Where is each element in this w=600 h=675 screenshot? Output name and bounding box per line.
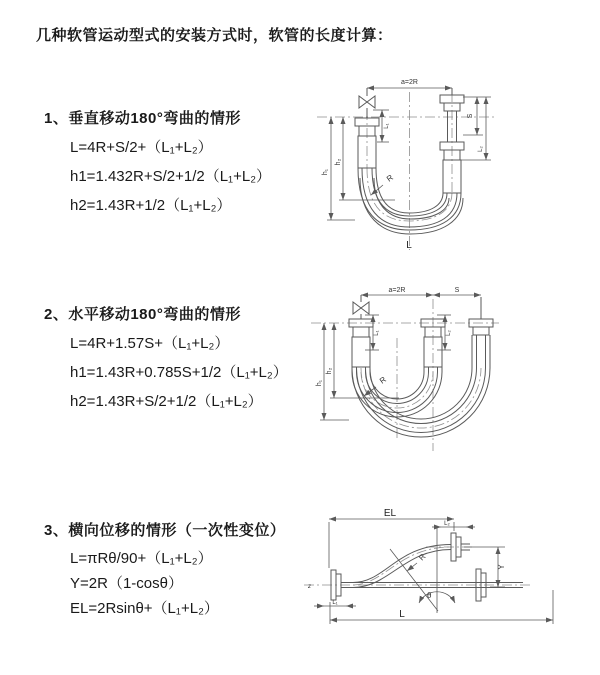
- fittings: [349, 295, 493, 367]
- formula-list: [70, 139, 271, 214]
- braided-section: [352, 337, 370, 367]
- formula-list: [70, 335, 288, 410]
- dim-l1-label: L₁: [332, 600, 338, 606]
- dim-a-label: a=2R: [388, 287, 406, 294]
- dim-l2-label: L₂: [446, 330, 452, 336]
- valve-icon: [359, 96, 375, 108]
- dimensions: [322, 79, 491, 251]
- section-heading: 2、水平移动180°弯曲的情形: [44, 306, 241, 323]
- formula-line: EL=2Rsinθ+（L₁+L₂）: [70, 600, 219, 617]
- radius-label: R: [417, 551, 428, 563]
- formula-line: h2=1.43R+S/2+1/2（L₁+L₂）: [70, 393, 263, 410]
- dim-h1-label: h₁: [316, 379, 323, 387]
- formula-line: h1=1.43R+0.785S+1/2（L₁+L₂）: [70, 364, 288, 381]
- formula-line: L=4R+S/2+（L₁+L₂）: [70, 139, 213, 156]
- valve-icon: [353, 302, 369, 314]
- diagram-horizontal-bend-svg: [303, 283, 593, 458]
- dim-l1-label: L₁: [374, 330, 380, 336]
- formula-line: L=πRθ/90+（L₁+L₂）: [70, 550, 213, 567]
- diagram-vertical-bend-svg: [303, 70, 593, 255]
- section-heading: 1、垂直移动180°弯曲的情形: [44, 110, 241, 127]
- formula-line: h1=1.432R+S/2+1/2（L₁+L₂）: [70, 168, 272, 185]
- dimensions: [307, 508, 553, 624]
- diagram-vertical-bend: [303, 70, 593, 255]
- length-label: L: [406, 240, 412, 251]
- section-lateral-displacement: [44, 522, 285, 625]
- formula-line: Y=2R（1-cosθ）: [70, 575, 183, 592]
- hose-curve: [353, 550, 451, 588]
- dim-l2-label: L₂: [478, 146, 484, 152]
- radius-label: R: [377, 374, 388, 386]
- diagram-lateral-displacement: [298, 500, 598, 645]
- dim-h2-label: h₂: [326, 367, 333, 375]
- dim-s-label: S: [454, 287, 460, 294]
- dim-l1-label: L₁: [384, 123, 390, 129]
- section-horizontal-movement: [44, 306, 288, 422]
- section-vertical-movement: [44, 110, 271, 226]
- diagram-horizontal-bend: [303, 283, 593, 458]
- dim-y-label: Y: [497, 564, 506, 570]
- page-title: 几种软管运动型式的安装方式时，软管的长度计算：: [36, 27, 393, 44]
- axis-z-label: z: [308, 584, 311, 590]
- formula-line: L=4R+1.57S+（L₁+L₂）: [70, 335, 230, 352]
- dim-h1-label: h₁: [322, 168, 329, 176]
- dim-a-label: a=2R: [401, 79, 418, 86]
- hose-curves: [358, 168, 463, 234]
- angle-theta-label: θ: [427, 591, 432, 600]
- hose-curve: [353, 545, 451, 583]
- construction-lines: [390, 528, 455, 613]
- centerlines: [311, 299, 499, 451]
- dim-h2-label: h₂: [335, 158, 342, 166]
- formula-line: h2=1.43R+1/2（L₁+L₂）: [70, 197, 232, 214]
- dimensions: [316, 287, 481, 420]
- diagram-lateral-displacement-svg: [298, 500, 598, 645]
- radius-label: R: [384, 172, 395, 184]
- dim-l-label: L: [399, 609, 405, 620]
- dim-el-label: EL: [383, 508, 397, 519]
- dim-l2-label: L₂: [444, 521, 450, 527]
- dim-s-label: S: [467, 113, 474, 119]
- section-heading: 3、横向位移的情形（一次性变位）: [44, 522, 286, 539]
- formula-list: [70, 550, 285, 617]
